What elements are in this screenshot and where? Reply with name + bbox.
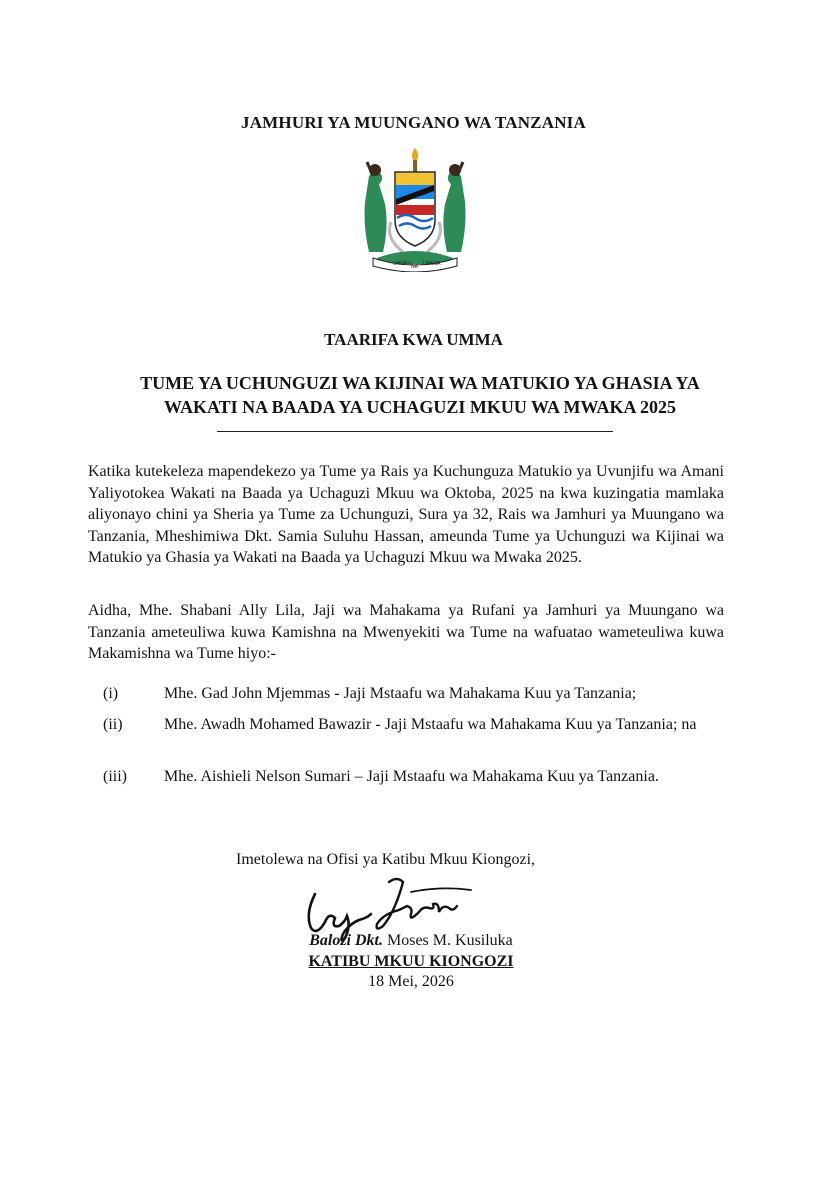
paragraph-1: Katika kutekeleza mapendekezo ya Tume ya Rais ya Kuchunguza Matukio ya Uvunjifu wa Amani Yaliyotokea Wakati na Baada ya Uchaguzi Mkuu wa Oktoba, 2025 na kwa kuzingatia mamlaka aliyonayo chini ya Sheria ya Tume za Uchunguzi, Sura ya 32, Rais wa Jamhuri ya Muungano wa Tanzania, Mheshimiwa Dkt. Samia Suluhu Hassan, ameunda Tume ya Uchunguzi wa Kijinai wa Matukio ya Ghasia ya Wakati na Baada ya Uchaguzi Mkuu wa Mwaka 2025. — [88, 463, 724, 566]
motto-word-2: NA — [411, 264, 418, 270]
issue-date: 18 Mei, 2026 — [368, 973, 454, 990]
closing-line: Imetolewa na Ofisi ya Katibu Mkuu Kiongozi, — [236, 851, 536, 868]
heading-line-2: WAKATI NA BAADA YA UCHAGUZI MKUU WA MWAKA 2025 — [163, 397, 677, 417]
heading-divider — [217, 431, 613, 432]
notice-heading — [90, 371, 750, 419]
coat-of-arms-emblem — [355, 146, 475, 272]
list-item-number: (i) — [103, 685, 119, 702]
notice-title: TAARIFA KWA UMMA — [324, 330, 503, 349]
republic-name: JAMHURI YA MUUNGANO WA TANZANIA — [241, 113, 586, 132]
signer-honorific: Balozi Dkt. — [309, 932, 383, 949]
heading-line-1: TUME YA UCHUNGUZI WA KIJINAI WA MATUKIO YA GHASIA YA — [140, 373, 700, 393]
list-item-text: Mhe. Aishieli Nelson Sumari – Jaji Mstaafu wa Mahakama Kuu ya Tanzania. — [164, 768, 659, 785]
list-item-number: (ii) — [103, 716, 123, 733]
paragraph-2: Aidha, Mhe. Shabani Ally Lila, Jaji wa Mahakama ya Rufani ya Jamhuri ya Muungano wa Tanzania ameteuliwa kuwa Kamishna na Mwenyekiti wa Tume na wafuatao wameteuliwa kuwa Makamishna wa Tume hiyo:- — [88, 602, 724, 662]
signer-name — [246, 932, 576, 950]
list-item-text: Mhe. Gad John Mjemmas - Jaji Mstaafu wa Mahakama Kuu ya Tanzania; — [164, 685, 637, 702]
motto-word-3: UMOJA — [423, 261, 441, 267]
list-item-text: Mhe. Awadh Mohamed Bawazir - Jaji Mstaafu wa Mahakama Kuu ya Tanzania; na — [164, 716, 697, 733]
motto-word-1: UHURU — [393, 261, 412, 267]
signer-full-name: Moses M. Kusiluka — [383, 932, 513, 949]
list-item-number: (iii) — [103, 768, 127, 785]
signer-position: KATIBU MKUU KIONGOZI — [308, 953, 514, 970]
